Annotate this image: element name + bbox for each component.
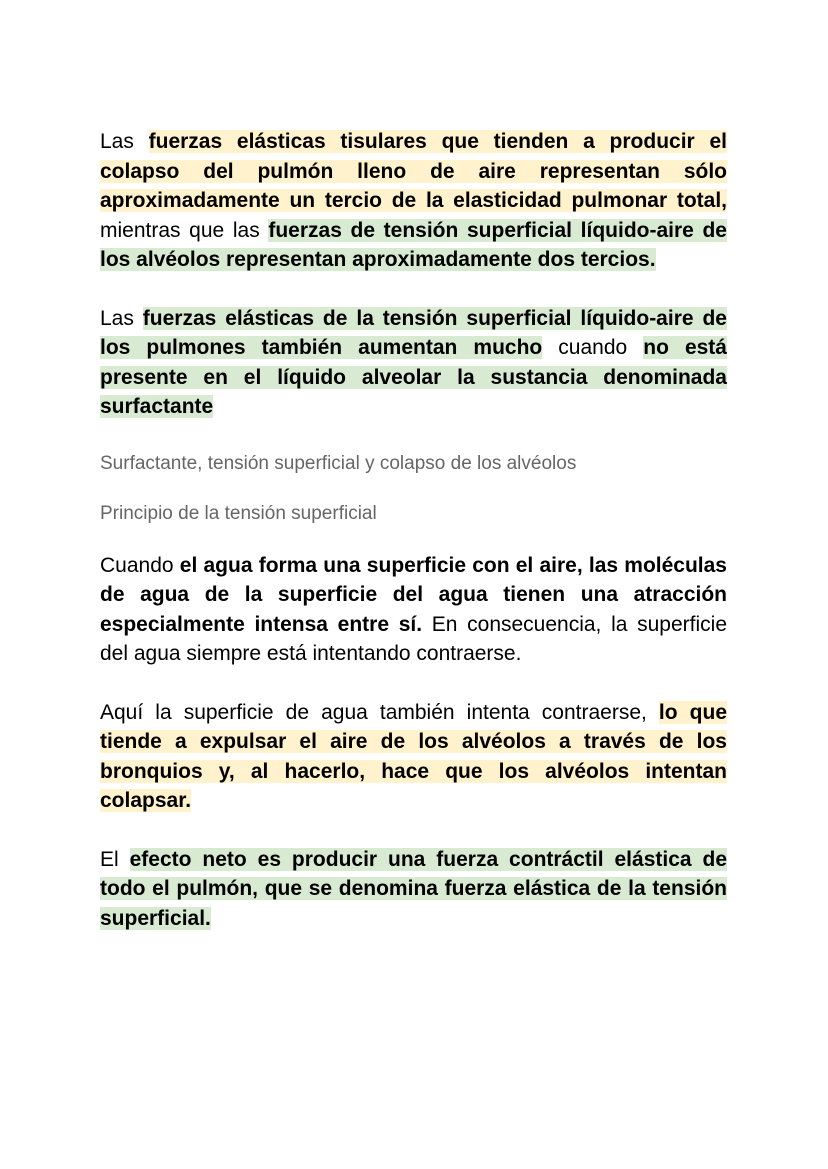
paragraph (100, 698, 727, 816)
text-segment: cuando (542, 336, 644, 359)
text-segment: Cuando (100, 553, 180, 577)
paragraph (100, 551, 727, 669)
text-segment: En consecuencia, la superficie del agua siempre está intentando contraerse. (100, 612, 728, 665)
paragraph (100, 845, 727, 934)
paragraph (100, 304, 727, 422)
subsection-heading: Principio de la tensión superficial (100, 502, 377, 524)
text-segment: mientras que las (100, 218, 269, 242)
highlighted-segment: fuerzas de tensión superficial líquido-aire de los alvéolos representan aproximadamente dos tercios. (100, 218, 727, 271)
highlighted-segment: lo que tiende a expulsar el aire de los alvéolos a través de los bronquios y, al hacerlo, hace que los alvéolos intentan colapsar. (100, 700, 727, 812)
text-segment: El (100, 847, 130, 871)
paragraph (100, 127, 727, 275)
text-segment: Las (100, 130, 149, 153)
text-segment: Las (100, 306, 143, 330)
document-body (100, 127, 727, 962)
highlighted-segment: el agua forma una superficie con el aire, las moléculas de agua de la superficie del agua tienen una atracción especialmente intensa entre sí. (100, 553, 727, 636)
highlighted-segment: efecto neto es producir una fuerza contráctil elástica de todo el pulmón, que se denomina fuerza elástica de la tensión superficial. (100, 847, 727, 930)
highlighted-segment: no está presente en el líquido alveolar la sustancia denominada surfactante (100, 336, 727, 418)
section-heading: Surfactante, tensión superficial y colapso de los alvéolos (100, 452, 577, 474)
highlighted-segment: fuerzas elásticas de la tensión superficial líquido-aire de los pulmones también aumentan mucho (100, 306, 727, 359)
text-segment: Aquí la superficie de agua también intenta contraerse, (100, 700, 659, 724)
highlighted-segment: fuerzas elásticas tisulares que tienden a producir el colapso del pulmón lleno de aire representan sólo aproximadamente un tercio de la elasticidad pulmonar total, (100, 130, 727, 212)
